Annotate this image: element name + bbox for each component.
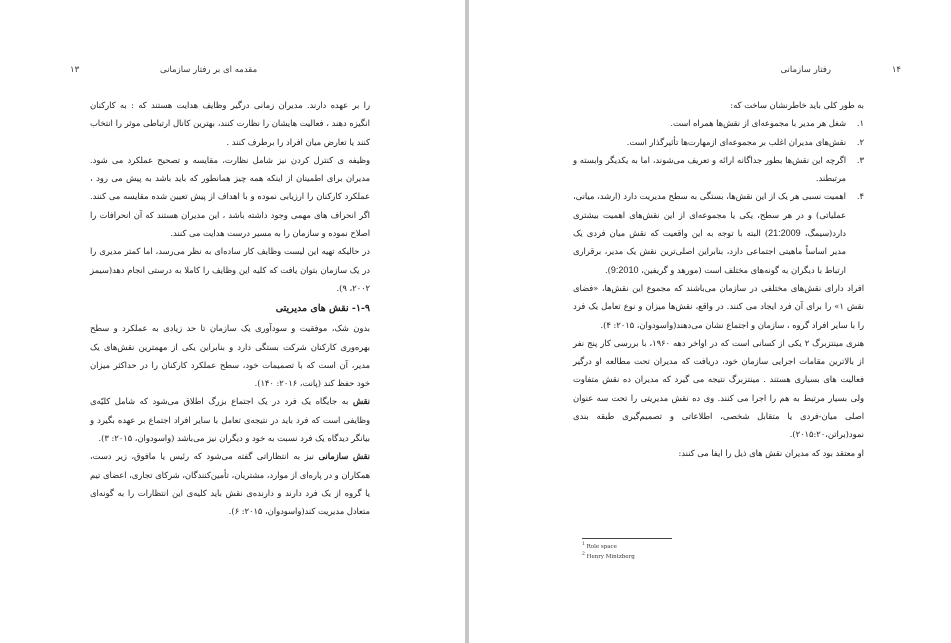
citation: 9:2010: [610, 264, 639, 275]
numbered-list: [573, 114, 864, 279]
paragraph-role-definition: نقش به جایگاه یک فرد در یک اجتماع بزرگ اطلاق می‌شود که شامل کلیّه‌ی وظایفی است که فرد باید در نتیجه‌ی تعامل با سایر افراد اجتماع بر عهده بگیرد و بیانگر دیدگاه یک فرد نسبت به خود و دیگران نیز می‌باشد (واسودوان، ۲۰۱۵: ۳).: [90, 396, 370, 444]
left-page-body: [90, 96, 370, 521]
right-page: [469, 0, 951, 643]
right-page-body: [573, 96, 864, 462]
paragraph: افراد دارای نقش‌های مختلفی در سازمان می‌باشند که مجموع این نقش‌ها، «فضای نقش ۱» را برای آن فرد ایجاد می کنند. در واقع، نقش‌ها میزان و نوع تعامل یک فرد را با سایر افراد گروه ، سازمان و اجتماع نشان می‌دهند(واسودوان، ۲۰۱۵: ۴).: [573, 282, 864, 330]
running-header: مقدمه ای بر رفتار سازمانی: [160, 65, 258, 75]
bold-term: نقش: [352, 396, 370, 407]
footnote: $^2$ Henry Mintzberg: [582, 551, 635, 560]
list-item: ۱. شغل هر مدیر با مجموعه‌ای از نقش‌ها همراه است.: [573, 114, 864, 132]
list-item: ۴. اهمیت نسبی هر یک از این نقش‌ها، بستگی به سطح مدیریت دارد (ارشد، میانی، عملیاتی) و در هر سطح، یکی یا مجموعه‌ای از این نقش‌های اهمیت بیشتری دارد(سیمگ، 21:2009) البته با توجه به این واقعیت که نقش میان فردی یک مدیر اساساً ماهیتی اجتماعی دارد، بنابراین اصلی‌ترین نقش یک مدیر، برقراری ارتباط با دیگران به گونه‌های مختلف است (مورهد و گریفین، 9:2010).: [573, 187, 864, 278]
bold-term: نقش سازمانی: [318, 451, 370, 462]
footnote-divider: [582, 538, 672, 539]
left-page: [0, 0, 465, 643]
intro-line: به طور کلی باید خاطرنشان ساخت که:: [730, 100, 864, 110]
list-item: ۳. اگرچه این نقش‌ها بطور جداگانه ارائه و تعریف می‌شوند، اما به یکدیگر وابسته و مرتبطند.: [573, 151, 864, 188]
list-number: ۱.: [856, 118, 864, 129]
section-heading: ۱-۹- نقش های مدیریتی: [275, 303, 370, 315]
list-item: ۲. نقش‌های مدیران اغلب بر مجموعه‌ای ازمهارت‌ها تأثیرگذار است.: [573, 133, 864, 151]
footnote: $^1$ Role space: [582, 542, 617, 550]
paragraph: را بر عهده دارند. مدیران زمانی درگیر وظایف هدایت هستند که : به کارکنان انگیزه دهند ، فعالیت هایشان را نظارت کنند، بهترین کانال ارتباطی موثر را انتخاب کنند یا تعارض میان افراد را برطرف کنند .: [90, 100, 370, 147]
citation: 21:2009: [768, 228, 801, 239]
list-number: ۴.: [856, 191, 864, 202]
paragraph-org-role-definition: نقش سازمانی نیز به انتظاراتی گفته می‌شود که رئیس یا مافوق، زیر دست، همکاران و در پاره‌ای از موارد، مشتریان، تأمین‌کنندگان، شرکای تجاری، اعضای تیم یا گروه از یک فرد دارند و دارنده‌ی نقش باید کلیه‌ی این انتظارات را به گونه‌ای متعادل مدیریت کند(واسودوان، ۲۰۱۵: ۶).: [90, 451, 370, 517]
page-number: ۱۳: [70, 65, 80, 75]
paragraph: وظیفه ی کنترل کردن نیز شامل نظارت، مقایسه و تصحیح عملکرد می شود. مدیران برای اطمینان از اینکه همه چیز همانطور که باید باشد به پیش می رود ، عملکرد کارکنان را ارزیابی نموده و با اهداف از پیش تعیین شده مقایسه می کنند. اگر انحراف های مهمی وجود داشته باشد ، این مدیران هستند که آن انحرافات را اصلاح نموده و سازمان را به مسیر درست هدایت می کنند.: [90, 154, 370, 239]
paragraph: او معتقد بود که مدیران نقش های ذیل را ایفا می کنند:: [678, 447, 864, 458]
list-number: ۲.: [856, 136, 864, 147]
page-number: ۱۴: [891, 65, 901, 75]
paragraph: در حالیکه تهیه این لیست وظایف کار ساده‌ای به نظر می‌رسد، اما کمتر مدیری را در یک سازمان بتوان یافت که کلیه این وظایف را کاملا به درستی انجام دهد(سیمز ۲۰۰۲، ۹).: [90, 246, 370, 293]
paragraph: بدون شک، موفقیت و سودآوری یک سازمان تا حد زیادی به عملکرد و سطح بهره‌وری کارکنان شرکت بستگی دارد و بنابراین یکی از مهمترین نقش‌های یک مدیر، آن است که با تصمیمات خود، سطح عملکرد کارکنان را در حداکثر میزان خود حفظ کند (پانت، ۲۰۱۶: ۱۴۰).: [90, 323, 370, 389]
paragraph: هنری مینتزبرگ ۲ یکی از کسانی است که در اواخر دهه ۱۹۶۰، با بررسی کار پنج نفر از بالاترین مقامات اجرایی سازمان خود، دریافت که مدیران تحت مطالعه او درگیر فعالیت های بسیاری هستند . مینتزبرگ نتیجه می گیرد که مدیران ده نقش متفاوت ولی بسیار مرتبط به هم را اجرا می کنند. وی ده نقش مدیریتی را تحت سه عنوان اصلی میان-فردی یا متقابل شخصی، اطلاعاتی و تصمیم‌گیری طبقه بندی نمود(براتن،۲۰۱۵:۲۰).: [573, 337, 864, 440]
footnotes: [582, 541, 635, 561]
running-header: رفتار سازمانی: [780, 65, 831, 75]
list-number: ۳.: [856, 154, 864, 165]
